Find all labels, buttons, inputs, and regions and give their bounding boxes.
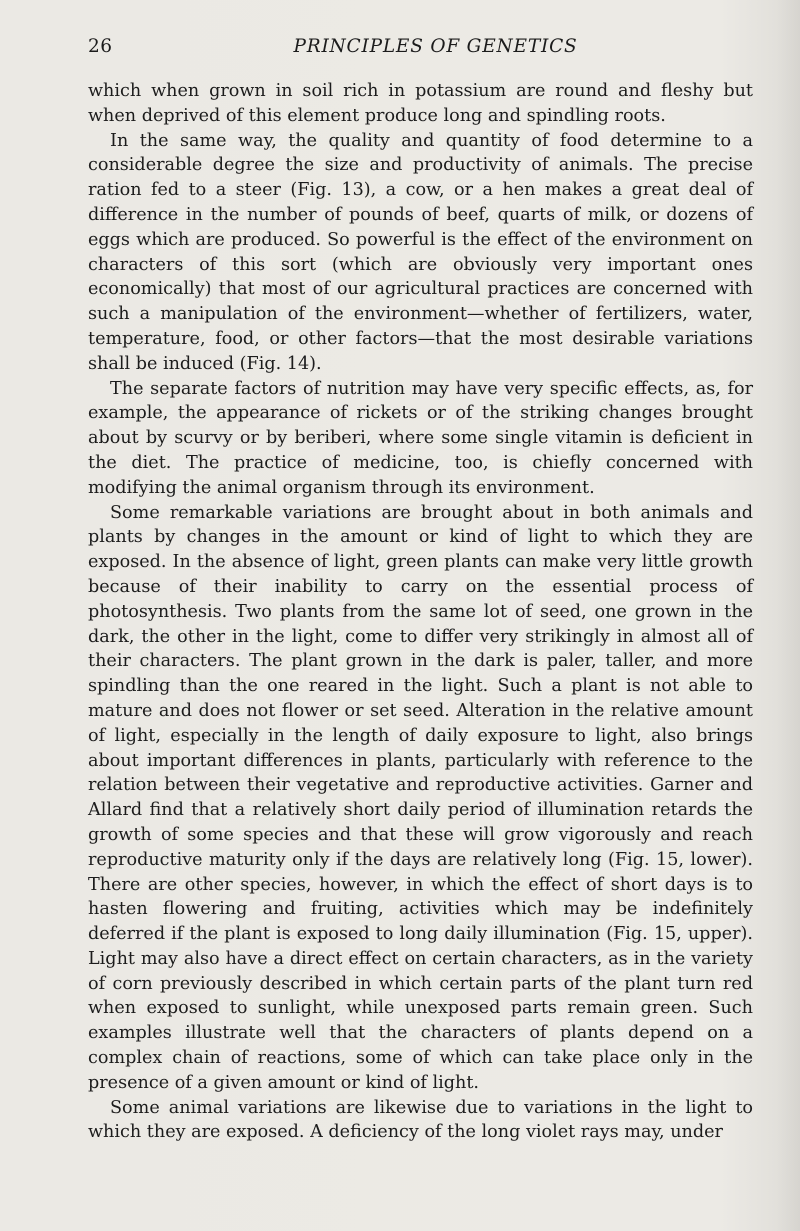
paragraph: In the same way, the quality and quantity of food determine to a considerable degree the size and productivity of animals. The precise ration fed to a steer (Fig. 13), a cow, or a hen makes a great deal of difference in the number of pounds of beef, quarts of milk, or dozens of eggs which are produced. So powerful is the effect of the environment on characters of this sort (which are obviously very important ones economically) that most of our agricultural practices are concerned with such a manipulation of the environment—whether of fertilizers, water, temperature, food, or other factors—that the most desirable variations shall be induced (Fig. 14). xyxy=(88,130,753,374)
paragraph: The separate factors of nutrition may have very specific effects, as, for example, the appearance of rickets or of the striking changes brought about by scurvy or by beriberi, where some single vitamin is deficient in the diet. The practice of medicine, too, is chiefly concerned with modifying the animal organism through its environment. xyxy=(88,378,753,498)
paragraph: Some animal variations are likewise due to variations in the light to which they are exposed. A deficiency of the long violet rays may, under xyxy=(88,1097,753,1143)
paragraph: Some remarkable variations are brought about in both animals and plants by changes in the amount or kind of light to which they are exposed. In the absence of light, green plants can make very little growth because of their inability to carry on the essential process of photosynthesis. Two plants from the same lot of seed, one grown in the dark, the other in the light, come to differ very strikingly in almost all of their characters. The plant grown in the dark is paler, taller, and more spindling than the one reared in the light. Such a plant is not able to mature and does not flower or set seed. Alteration in the relative amount of light, especially in the length of daily exposure to light, also brings about important differences in plants, particularly with reference to the relation between their vegetative and reproductive activities. Garner and Allard find that a relatively short daily period of illumination retards the growth of some species and that these will grow vigorously and reach reproductive maturity only if the days are relatively long (Fig. 15, lower). There are other species, however, in which the effect of short days is to hasten flowering and fruiting, activities which may be indefinitely deferred if the plant is exposed to long daily illumination (Fig. 15, upper). Light may also have a direct effect on certain characters, as in the variety of corn previously described in which certain parts of the plant turn red when exposed to sunlight, while unexposed parts remain green. Such examples illustrate well that the characters of plants depend on a complex chain of reactions, some of which can take place only in the presence of a given amount or kind of light. xyxy=(88,502,753,1093)
running-head xyxy=(88,36,753,64)
page-number: 26 xyxy=(88,36,113,57)
body-text xyxy=(88,79,753,1145)
book-title: PRINCIPLES OF GENETICS xyxy=(293,36,578,57)
paragraph-continued: which when grown in soil rich in potassium are round and fleshy but when deprived of this element produce long and spindling roots. xyxy=(88,81,753,126)
